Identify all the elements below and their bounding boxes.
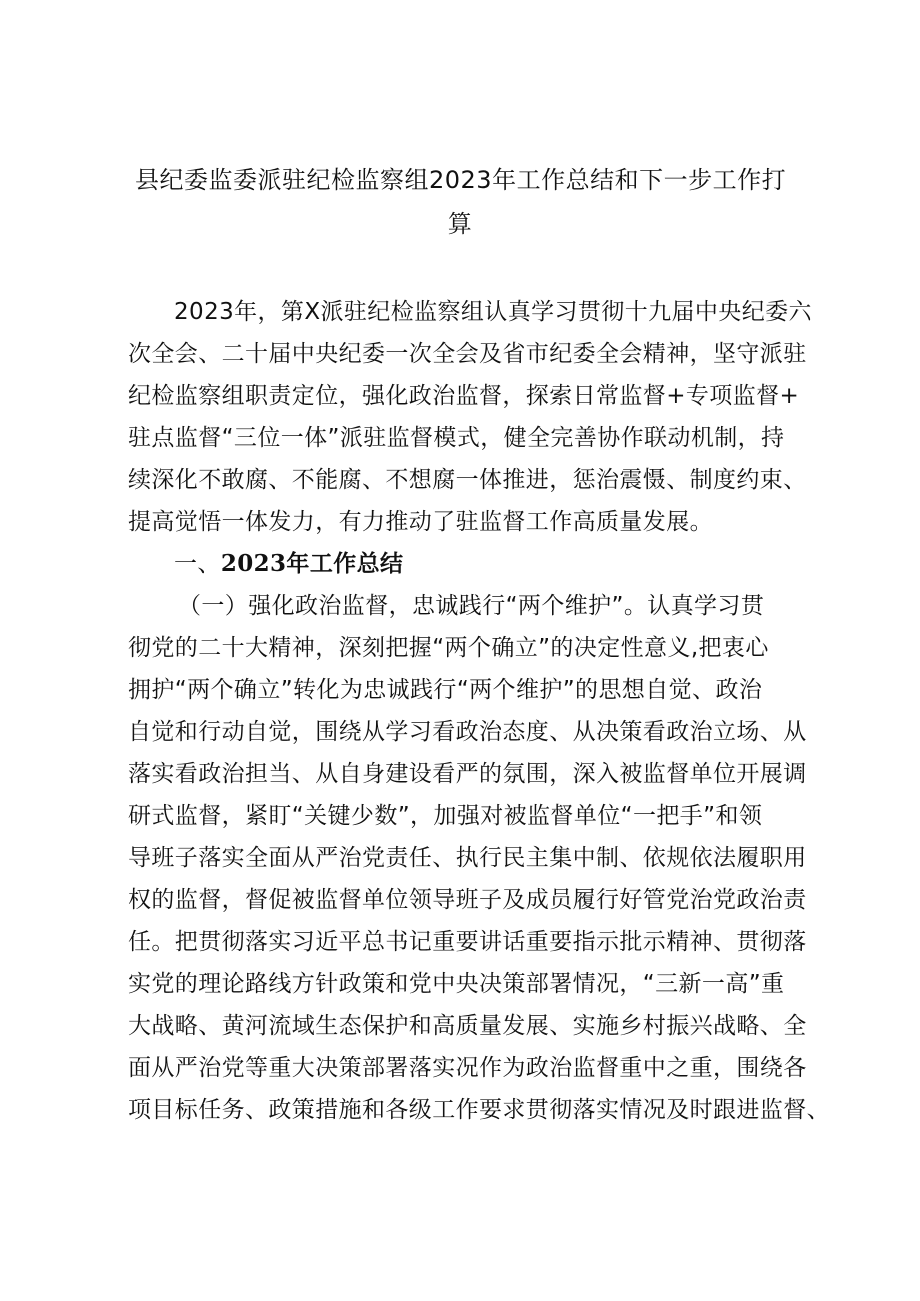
intro-line: 2023年，第X派驻纪检监察组认真学习贯彻十九届中央纪委六	[174, 299, 812, 325]
subsection-line: 项目标任务、政策措施和各级工作要求贯彻落实情况及时跟进监督、	[128, 1097, 830, 1123]
intro-line: 驻点监督“三位一体”派驻监督模式，健全完善协作联动机制，持	[128, 425, 785, 451]
title-line-1: 县纪委监委派驻纪检监察组2023年工作总结和下一步工作打	[135, 166, 787, 194]
subsection-1-paragraph	[128, 585, 830, 1131]
subsection-line: 彻党的二十大精神，深刻把握“两个确立”的决定性意义,把衷心	[128, 635, 769, 661]
subsection-line: 导班子落实全面从严治党责任、执行民主集中制、依规依法履职用	[128, 845, 807, 871]
intro-line: 提高觉悟一体发力，有力推动了驻监督工作高质量发展。	[128, 509, 713, 535]
subsection-line: 权的监督，督促被监督单位领导班子及成员履行好管党治党政治责	[128, 887, 807, 913]
subsection-line: 自觉和行动自觉，围绕从学习看政治态度、从决策看政治立场、从	[128, 719, 807, 745]
document-title	[135, 158, 785, 246]
subsection-line: （一）强化政治监督，忠诚践行“两个维护”。认真学习贯	[178, 593, 765, 619]
subsection-line: 研式监督，紧盯“关键少数”，加强对被监督单位“一把手”和领	[128, 803, 763, 829]
section-heading-text: 2023年工作总结	[220, 550, 404, 577]
subsection-line: 落实看政治担当、从自身建设看严的氛围，深入被监督单位开展调	[128, 761, 807, 787]
intro-line: 纪检监察组职责定位，强化政治监督，探索日常监督+专项监督+	[128, 383, 800, 409]
subsection-line: 拥护“两个确立”转化为忠诚践行“两个维护”的思想自觉、政治	[128, 677, 763, 703]
intro-line: 续深化不敢腐、不能腐、不想腐一体推进，惩治震慑、制度约束、	[128, 467, 807, 493]
section-heading-prefix: 一、	[174, 551, 221, 577]
subsection-line: 大战略、黄河流域生态保护和高质量发展、实施乡村振兴战略、全	[128, 1013, 807, 1039]
subsection-line: 实党的理论路线方针政策和党中央决策部署情况，“三新一高”重	[128, 971, 785, 997]
subsection-line: 面从严治党等重大决策部署落实况作为政治监督重中之重，围绕各	[128, 1055, 807, 1081]
section-heading-1	[128, 543, 796, 585]
intro-paragraph	[128, 291, 812, 543]
document-body	[128, 291, 830, 1131]
subsection-line: 任。把贯彻落实习近平总书记重要讲话重要指示批示精神、贯彻落	[128, 929, 807, 955]
title-line-2: 算	[447, 210, 473, 238]
intro-line: 次全会、二十届中央纪委一次全会及省市纪委全会精神，坚守派驻	[128, 341, 807, 367]
